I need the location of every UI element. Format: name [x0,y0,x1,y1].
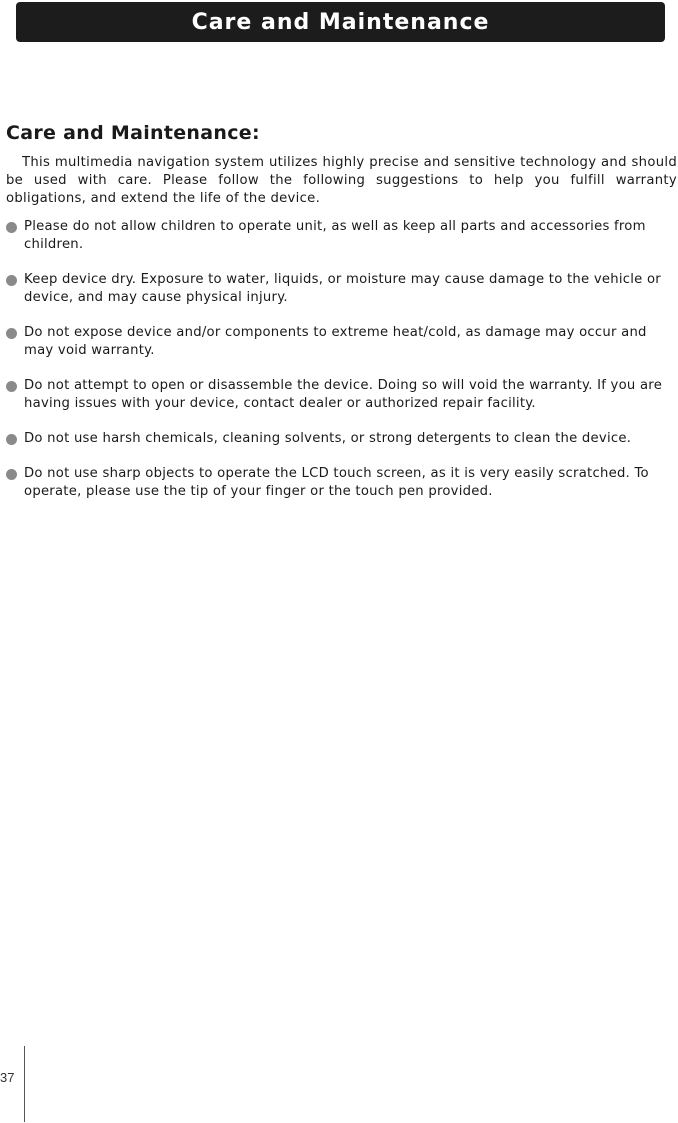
bullet-icon [6,275,17,286]
list-item [6,465,677,501]
care-instructions-list [6,218,677,518]
footer-divider [24,1046,25,1122]
list-item-text: Do not expose device and/or components to extreme heat/cold, as damage may occur and may void warranty. [24,325,647,358]
list-item [6,218,677,254]
list-item-text: Please do not allow children to operate unit, as well as keep all parts and accessories from children. [24,219,646,252]
list-item-text: Do not use sharp objects to operate the LCD touch screen, as it is very easily scratched. To operate, please use the tip of your finger or the touch pen provided. [24,466,649,499]
list-item-text: Do not attempt to open or disassemble the device. Doing so will void the warranty. If you are having issues with your device, contact dealer or authorized repair facility. [24,378,663,411]
list-item-text: Do not use harsh chemicals, cleaning solvents, or strong detergents to clean the device. [24,431,632,446]
bullet-icon [6,381,17,392]
page-number: 37 [0,1070,15,1085]
intro-paragraph: This multimedia navigation system utilizes highly precise and sensitive technology and should be used with care. Please follow the following suggestions to help you fulfill warranty obligations, and extend the life of the device. [6,155,677,206]
list-item [6,324,677,360]
bullet-icon [6,469,17,480]
list-item [6,271,677,307]
bullet-icon [6,434,17,445]
list-item-text: Keep device dry. Exposure to water, liquids, or moisture may cause damage to the vehicle or device, and may cause physical injury. [24,272,661,305]
page-title: Care and Maintenance [191,9,490,35]
list-item [6,377,677,413]
bullet-icon [6,328,17,339]
bullet-icon [6,222,17,233]
title-banner [16,2,665,42]
section-heading: Care and Maintenance: [6,122,260,144]
list-item [6,430,677,448]
